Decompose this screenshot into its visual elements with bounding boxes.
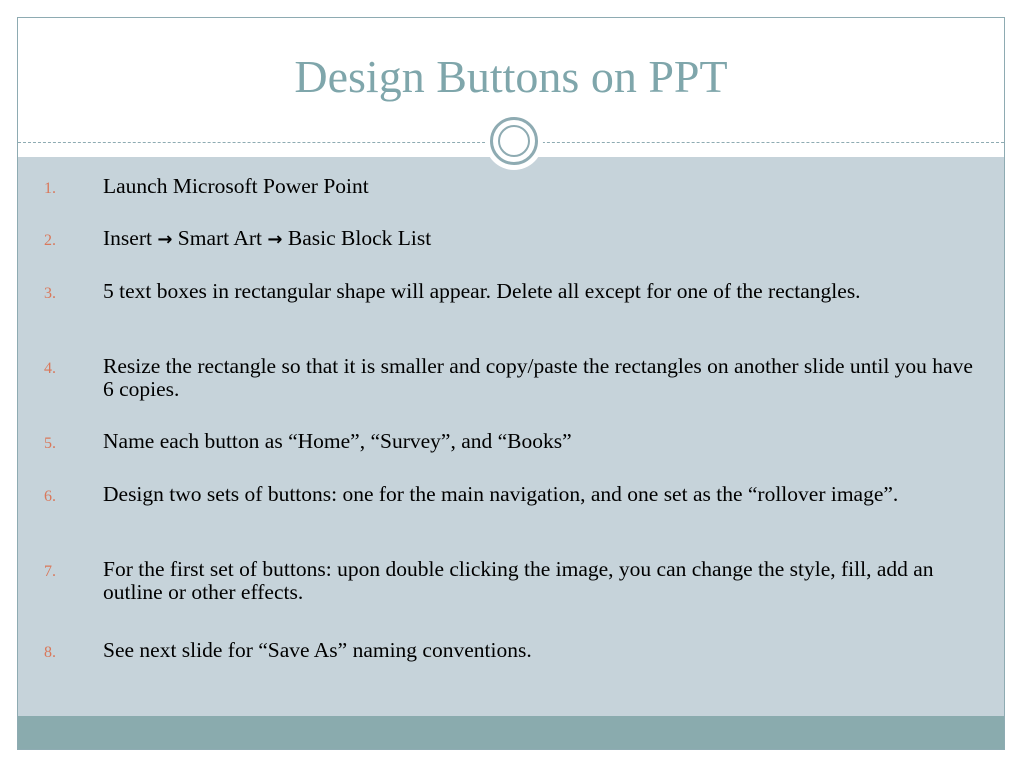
list-item-text: Name each button as “Home”, “Survey”, and “Books”	[103, 429, 572, 453]
list-item-number: 6.	[44, 488, 56, 505]
list-item-text: For the first set of buttons: upon double clicking the image, you can change the style, fill, add an outline or other effects.	[103, 557, 934, 604]
list-item-text: 5 text boxes in rectangular shape will appear. Delete all except for one of the rectangles.	[103, 279, 861, 303]
slide	[17, 17, 1005, 750]
list-item-number: 7.	[44, 563, 56, 580]
list-item-number: 5.	[44, 435, 56, 452]
arrow-right-icon: →	[157, 229, 173, 250]
list-item-number: 2.	[44, 232, 56, 249]
basic-block-list-label: Basic Block List	[282, 226, 432, 250]
content-area	[18, 157, 1004, 716]
list-item-text: Resize the rectangle so that it is smaller and copy/paste the rectangles on another slide until you have 6 copies.	[103, 354, 973, 401]
arrow-right-icon: →	[267, 229, 283, 250]
list-item-text: Launch Microsoft Power Point	[103, 174, 369, 198]
circle-ornament-icon	[485, 112, 543, 170]
list-item-text: See next slide for “Save As” naming conventions.	[103, 638, 532, 662]
list-item-number: 8.	[44, 644, 56, 661]
inner-ring	[498, 125, 530, 157]
list-item-number: 3.	[44, 285, 56, 302]
slide-title: Design Buttons on PPT	[294, 51, 728, 102]
list-item-text	[103, 227, 983, 251]
footer-band	[18, 716, 1004, 750]
smart-art-label: Smart Art	[172, 226, 268, 250]
list-item-number: 4.	[44, 360, 56, 377]
list-item-number: 1.	[44, 180, 56, 197]
insert-label: Insert	[103, 226, 158, 250]
outer-ring	[490, 117, 538, 165]
list-item-text: Design two sets of buttons: one for the main navigation, and one set as the “rollover image”.	[103, 482, 899, 506]
